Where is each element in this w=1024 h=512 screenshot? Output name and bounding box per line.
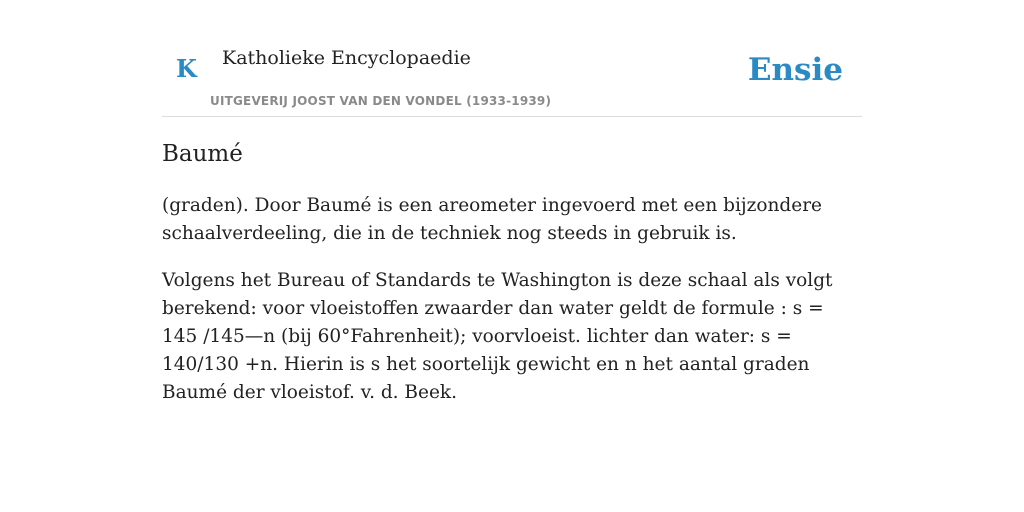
header (162, 0, 862, 117)
article-body (162, 192, 862, 426)
encyclopedia-logo[interactable]: K (176, 54, 197, 83)
ensie-brand-logo[interactable]: Ensie (747, 52, 843, 88)
page (162, 0, 862, 403)
article-paragraph: (graden). Door Baumé is een areometer ingevoerd met een bijzondere schaalverdeeling, die in de techniek nog steeds in gebruik is. (162, 195, 823, 244)
publisher-label: UITGEVERIJ JOOST VAN DEN VONDEL (1933-1939) (210, 94, 552, 108)
encyclopedia-title-link[interactable]: Katholieke Encyclopaedie (222, 47, 471, 69)
article-title: Baumé (162, 141, 243, 167)
article-paragraph: Volgens het Bureau of Standards te Washington is deze schaal als volgt berekend: voor vloeistoffen zwaarder dan water geldt de formule : s = 145 /145—n (bij 60°Fahrenheit); voorvloeist. lichter dan water: s = 140/130 +n. Hierin is s het soortelijk gewicht en n het aantal graden Baumé der vloeistof. v. d. Beek. (162, 270, 833, 403)
